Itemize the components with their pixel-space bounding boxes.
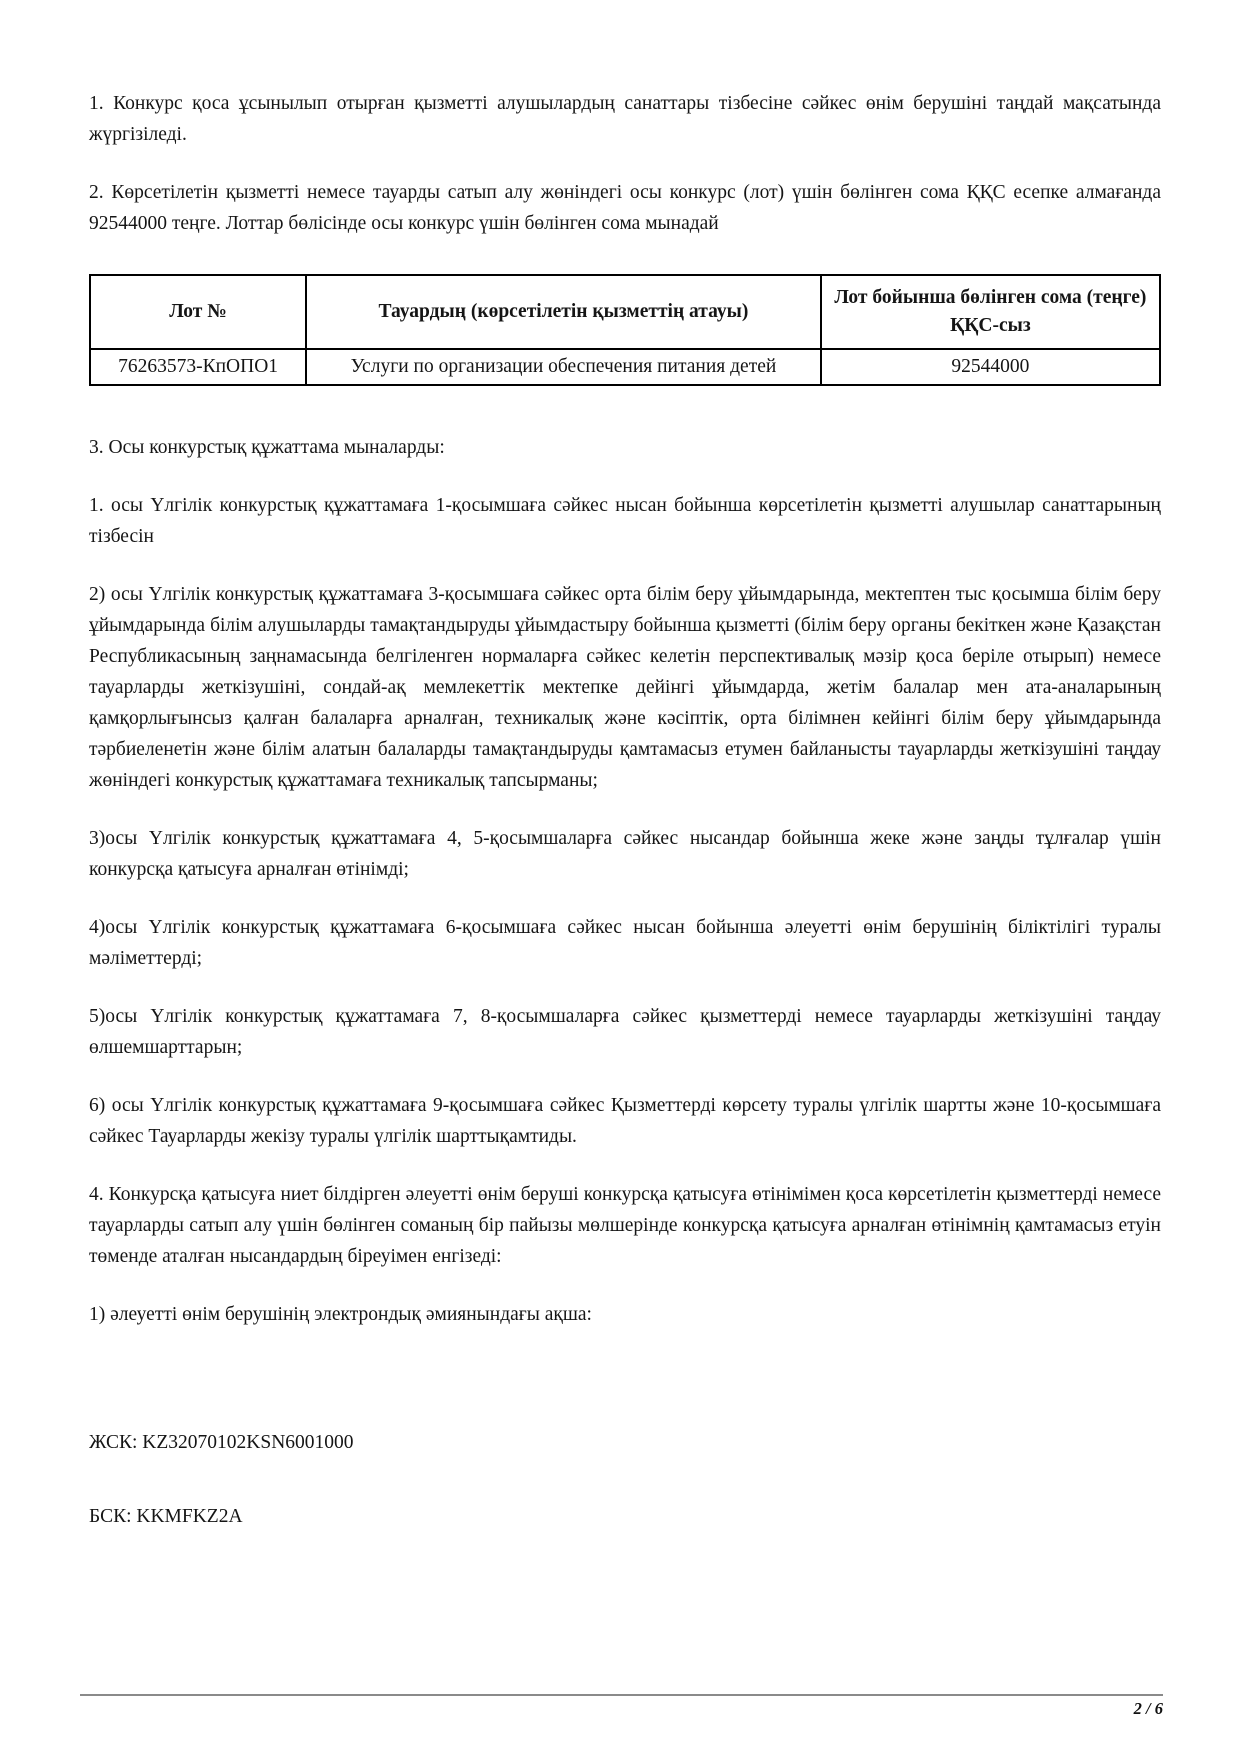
paragraph-3: 3. Осы конкурстық құжаттама мыналарды: <box>89 437 445 458</box>
list-item-3: 3)осы Үлгілік конкурстық құжаттамаға 4, 5-қосымшаларға сәйкес нысандар бойынша жеке және заңды тұлғалар үшін конкурсқа қатысуға арналған өтінімді; <box>89 828 1161 880</box>
list-item-1: 1. осы Үлгілік конкурстық құжаттамаға 1-қосымшаға сәйкес нысан бойынша көрсетілетін қызметті алушылар санаттарының тізбесін <box>89 495 1161 547</box>
page-number: 2 / 6 <box>1133 1699 1163 1718</box>
table-row <box>90 349 1160 385</box>
lot-table-header-lot-number: Лот № <box>90 275 306 349</box>
list-item-4: 4)осы Үлгілік конкурстық құжаттамаға 6-қосымшаға сәйкес нысан бойынша әлеуетті өнім берушінің біліктілігі туралы мәліметтерді; <box>89 917 1161 969</box>
list-item-7: 1) әлеуетті өнім берушінің электрондық әмиянындағы ақша: <box>89 1304 592 1325</box>
spacer <box>89 1485 1161 1501</box>
lot-number-cell: 76263573-КпОПО1 <box>90 349 306 385</box>
lot-table-header-sum: Лот бойынша бөлінген сома (теңге) ҚҚС-сыз <box>821 275 1160 349</box>
list-item-5: 5)осы Үлгілік конкурстық құжаттамаға 7, 8-қосымшаларға сәйкес қызметтерді немесе тауарларды жеткізушіні таңдау өлшемшарттарын; <box>89 1006 1161 1058</box>
zhsk-account-line: ЖСК: KZ32070102KSN6001000 <box>89 1432 354 1453</box>
spacer <box>89 266 1161 274</box>
sum-cell: 92544000 <box>821 349 1160 385</box>
lot-table-header-row <box>90 275 1160 349</box>
lot-table <box>89 274 1161 386</box>
list-item-2: 2) осы Үлгілік конкурстық құжаттамаға 3-қосымшаға сәйкес орта білім беру ұйымдарында, мектептен тыс қосымша білім беру ұйымдарында білім алушыларды тамақтандыруды ұйымдастыру бойынша қызметті (білім беру органы бекіткен және Қазақстан Республикасының заңнамасында белгіленген нормаларға сәйкес келетін перспективалық мәзір қоса беріле отырып) немесе тауарларды жеткізушіні, сондай-ақ мемлекеттік мектепке дейінгі ұйымдарда, жетім балалар мен ата-аналарының қамқорлығынсыз қалған балаларға арналған, техникалық және кәсіптік, орта білімнен кейінгі білім беру ұйымдарында тәрбиеленетін және білім алатын балаларды тамақтандыруды қамтамасыз етумен байланысты тауарларды жеткізушіні таңдау жөніндегі конкурстық құжаттамаға техникалық тапсырманы; <box>89 584 1161 791</box>
paragraph-1: 1. Конкурс қоса ұсынылып отырған қызметті алушылардың санаттары тізбесіне сәйкес өнім берушіні таңдай мақсатында жүргізіледі. <box>89 93 1161 145</box>
list-item-6: 6) осы Үлгілік конкурстық құжаттамаға 9-қосымшаға сәйкес Қызметтерді көрсету туралы үлгілік шартты және 10-қосымшаға сәйкес Тауарларды жекізу туралы үлгілік шарттықамтиды. <box>89 1095 1161 1147</box>
paragraph-4: 4. Конкурсқа қатысуға ниет білдірген әлеуетті өнім беруші конкурсқа қатысуға өтінімімен қоса көрсетілетін қызметтерді немесе тауарларды сатып алу үшін бөлінген соманың бір пайызы мөлшерінде конкурсқа қатысуға арналған өтінімнің қамтамасыз етуін төменде аталған нысандардың біреуімен енгізеді: <box>89 1184 1161 1267</box>
item-name-cell: Услуги по организации обеспечения питания детей <box>306 349 821 385</box>
page-footer <box>80 1694 1163 1719</box>
paragraph-2: 2. Көрсетілетін қызметті немесе тауарды сатып алу жөніндегі осы конкурс (лот) үшін бөлінген сома ҚҚС есепке алмағанда 92544000 теңге. Лоттар бөлісінде осы конкурс үшін бөлінген сома мынадай <box>89 182 1161 234</box>
lot-table-header-item-name: Тауардың (көрсетілетін қызметтің атауы) <box>306 275 821 349</box>
bsk-code-line: БСК: KKMFKZ2A <box>89 1506 243 1527</box>
footer-divider <box>80 1694 1163 1696</box>
spacer <box>89 1357 1161 1427</box>
spacer <box>89 386 1161 432</box>
